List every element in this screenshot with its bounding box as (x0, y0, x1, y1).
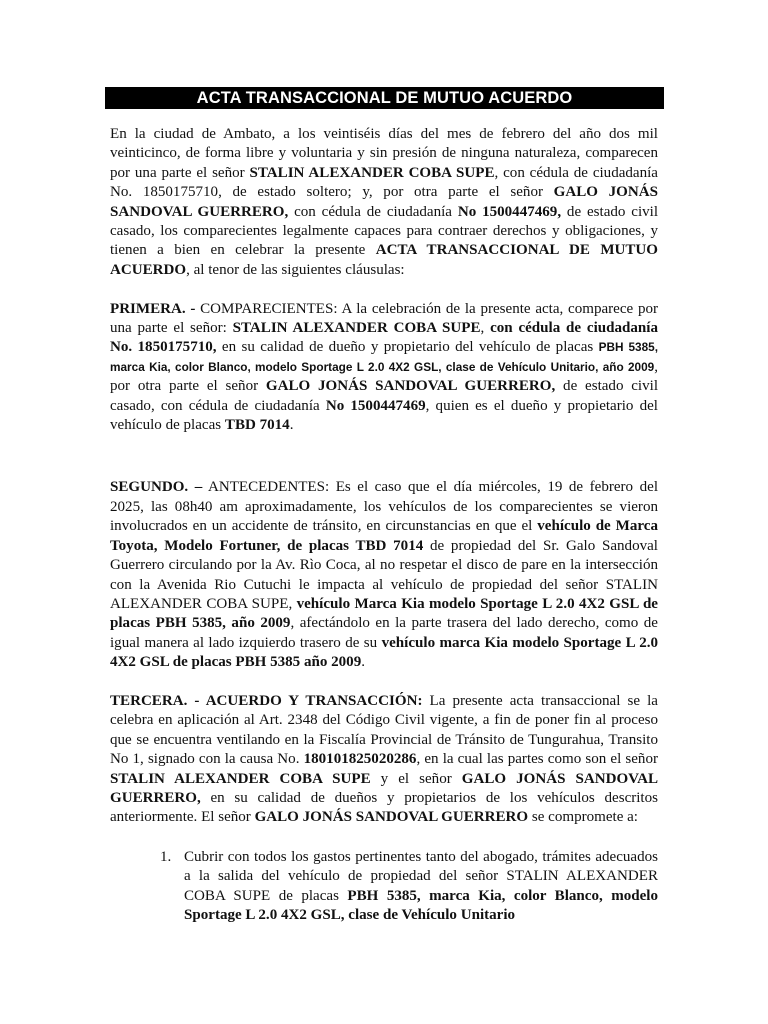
bold-text-run: No 1500447469 (325, 397, 426, 414)
intro-paragraph (110, 125, 658, 280)
text-run: de propiedad del Sr. Galo Sandoval Guerrero circulando por la Av. Rìo Coca, al no respetar el disco de pare en la intersección con la Avenida Rio Cutuchi le impacta al vehículo de propiedad del señor STALIN ALEXANDER COBA SUPE, (110, 537, 658, 612)
bold-text-run: con cédula de ciudadanía No. 1850175710, (110, 320, 658, 356)
bold-text-run: 180101825020286 (303, 751, 417, 768)
document-body (110, 125, 658, 925)
text-run: , quien es el dueño y propietario del vehículo de placas (110, 397, 658, 434)
text-run: , al tenor de las siguientes cláusulas: (186, 261, 405, 278)
list-item (110, 848, 658, 926)
text-run: , afectándolo en la parte trasera del lado derecho, como de igual manera al lado izquierdo trasero de su (110, 615, 658, 651)
bold-text-run: PRIMERA. - (110, 300, 196, 317)
text-run: y el señor (370, 770, 462, 787)
bold-text-run: vehículo Marca Kia modelo Sportage L 2.0 4X2 GSL de placas PBH 5385, año 2009 (110, 595, 658, 632)
bold-text-run: TBD 7014 (224, 417, 290, 434)
bold-text-run: TERCERA. - ACUERDO Y TRANSACCIÓN: (110, 692, 423, 709)
list-item-number: 1. (160, 848, 172, 865)
text-run: La presente acta transaccional se la celebra en aplicación al Art. 2348 del Código Civil vigente, a fin de poner fin al proceso que se encuentra ventilando en la Fiscalía Provincial de Tránsito de Tungurahua, Transito No 1, signado con la causa No. (110, 692, 658, 768)
text-run: , con cédula de ciudadanía No. 1850175710, de estado soltero; y, por otra parte el señor (110, 164, 658, 201)
list-item-text (184, 848, 658, 926)
clause-segundo (110, 478, 658, 672)
bold-text-run: GALO JONÁS SANDOVAL GUERRERO, (265, 378, 556, 395)
commitments-list (110, 848, 658, 926)
text-run: de estado civil casado, los comparecientes legalmente capaces para contraer derechos y obligaciones, y tienen a bien en celebrar la presente (110, 203, 659, 259)
bold-text-run: SEGUNDO. – (110, 479, 203, 496)
bold-text-run: No 1500447469, (457, 203, 562, 220)
text-run: . (361, 654, 365, 671)
bold-text-run: PBH 5385, marca Kia, color Blanco, modelo Sportage L 2.0 4X2 GSL, clase de Vehículo Unitario, año 2009 (110, 340, 658, 374)
text-run: . (289, 417, 294, 434)
text-run: se compromete a: (528, 809, 638, 826)
text-run: Cubrir con todos los gastos pertinentes tanto del abogado, trámites adecuados a la salida del vehículo de propiedad del señor STALIN ALEXANDER COBA SUPE de placas (184, 848, 658, 904)
text-run: en su calidad de dueños y propietarios de los vehículos descritos anteriormente. El señor (110, 789, 658, 826)
bold-text-run: STALIN ALEXANDER COBA SUPE (249, 164, 495, 181)
text-run: , (480, 320, 491, 337)
bold-text-run: PBH 5385, marca Kia, color Blanco, modelo Sportage L 2.0 4X2 GSL, clase de Vehículo Unitario (184, 887, 658, 923)
text-run: ANTECEDENTES: Es el caso que el día miércoles, 19 de febrero del 2025, las 08h40 am aproximadamente, los vehículos de los comparecientes se vieron involucrados en un accidente de tránsito, en circunstancias en que el (110, 479, 659, 535)
text-run: en su calidad de dueño y propietario del vehículo de placas (216, 339, 599, 356)
bold-text-run: vehículo de Marca Toyota, Modelo Fortuner, de placas TBD 7014 (110, 518, 658, 554)
text-run: de estado civil casado, con cédula de ciudadanía (110, 378, 658, 414)
document-title: ACTA TRANSACCIONAL DE MUTUO ACUERDO (105, 87, 664, 109)
bold-text-run: vehículo marca Kia modelo Sportage L 2.0 4X2 GSL de placas PBH 5385 año 2009 (110, 634, 659, 671)
text-run: COMPARECIENTES: A la celebración de la presente acta, comparece por una parte el señor: (110, 300, 659, 337)
clause-tercera (110, 692, 658, 828)
text-run: , en la cual las partes como son el señor (416, 751, 658, 768)
bold-text-run: GALO JONÁS SANDOVAL GUERRERO (254, 809, 529, 826)
bold-text-run: GALO JONÁS SANDOVAL GUERRERO, (110, 184, 658, 220)
bold-text-run: GALO JONÁS SANDOVAL GUERRERO, (110, 770, 658, 806)
bold-text-run: ACTA TRANSACCIONAL DE MUTUO ACUERDO (110, 242, 659, 278)
text-run: En la ciudad de Ambato, a los veintiséis días del mes de febrero del año dos mil veinticinco, de forma libre y voluntaria y sin presión de ninguna naturaleza, comparecen por una parte el señor (110, 126, 658, 181)
clause-primera (110, 300, 658, 436)
bold-text-run: STALIN ALEXANDER COBA SUPE (110, 770, 371, 787)
bold-text-run: STALIN ALEXANDER COBA SUPE (232, 320, 481, 337)
text-run: , por otra parte el señor (110, 358, 658, 395)
text-run: con cédula de ciudadanía (288, 203, 458, 220)
